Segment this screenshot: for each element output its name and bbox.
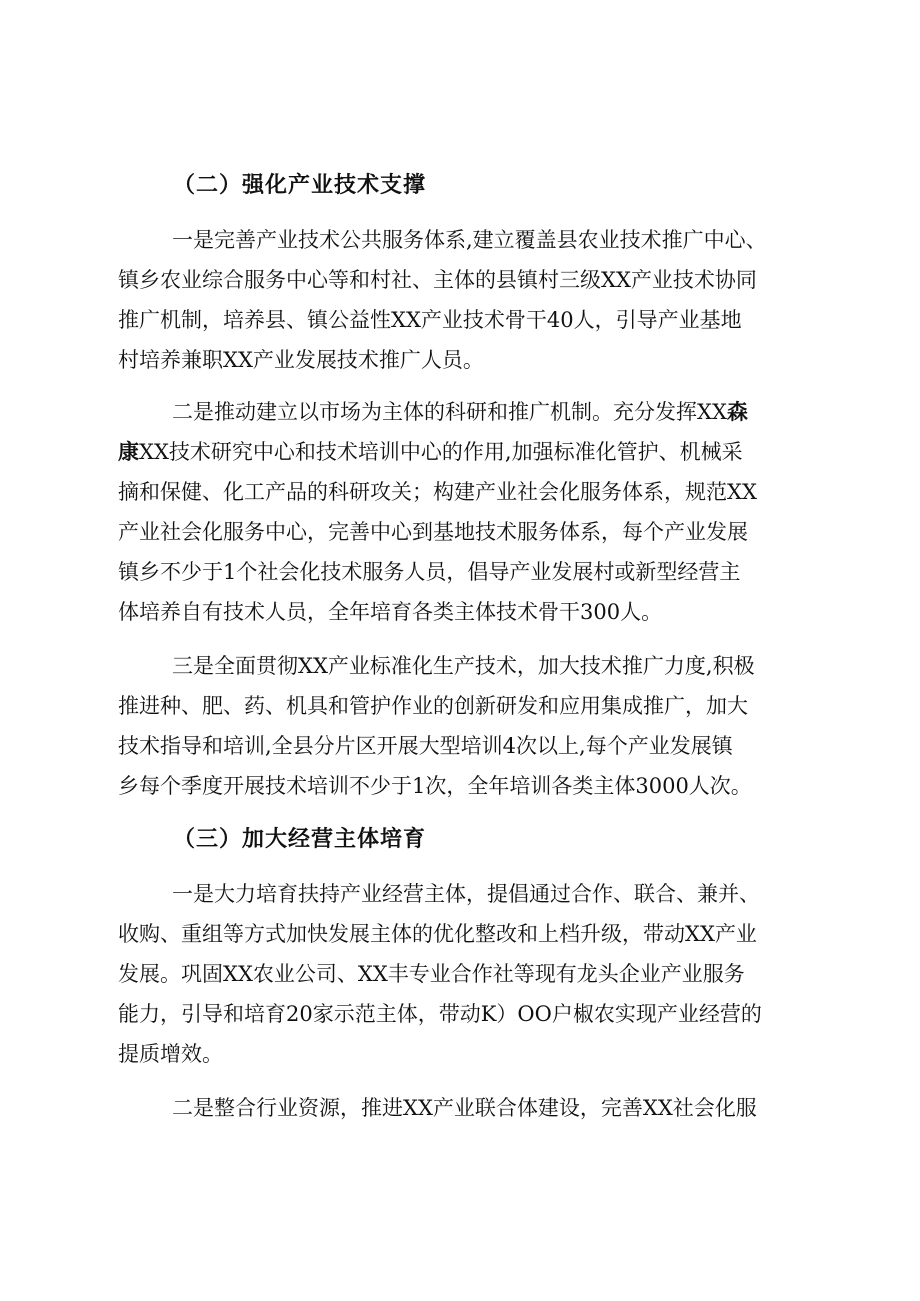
- paragraph-line: 能力，引导和培育20家示范主体，带动K）OO户椒农实现产业经营的: [118, 1002, 762, 1026]
- paragraph-text: XX技术研究中心和技术培训中心的作用,加强标准化管护、机械采: [139, 440, 743, 464]
- paragraph-line: 三是全面贯彻XX产业标准化生产技术，加大技术推广力度,积极: [172, 654, 755, 678]
- paragraph-line: [118, 438, 743, 466]
- paragraph-line: 乡每个季度开展技术培训不少于1次，全年培训各类主体3000人次。: [118, 774, 752, 798]
- paragraph-line: 镇乡不少于1个社会化技术服务人员，倡导产业发展村或新型经营主: [118, 560, 741, 584]
- paragraph-line: 发展。巩固XX农业公司、XX丰专业合作社等现有龙头企业产业服务: [118, 962, 745, 986]
- emphasis-text: 森: [726, 399, 748, 424]
- paragraph-line: 推进种、肥、药、机具和管护作业的创新研发和应用集成推广，加大: [118, 694, 748, 718]
- paragraph-line: 体培养自有技术人员，全年培育各类主体技术骨干300人。: [118, 600, 663, 624]
- paragraph-line: 技术指导和培训,全县分片区开展大型培训4次以上,每个产业发展镇: [118, 734, 733, 758]
- paragraph-line: 收购、重组等方式加快发展主体的优化整改和上档升级，带动XX产业: [118, 922, 757, 946]
- section-heading: （二）强化产业技术支撑: [173, 173, 427, 198]
- paragraph-line: 村培养兼职XX产业发展技术推广人员。: [118, 348, 484, 372]
- paragraph-line: 推广机制，培养县、镇公益性XX产业技术骨干40人，引导产业基地: [118, 308, 742, 332]
- paragraph-line: 摘和保健、化工产品的科研攻关；构建产业社会化服务体系，规范XX: [118, 480, 757, 504]
- paragraph-line: 二是整合行业资源，推进XX产业联合体建设，完善XX社会化服: [172, 1096, 757, 1120]
- emphasis-text: 康: [118, 439, 139, 464]
- paragraph-line: 提质增效。: [118, 1042, 223, 1066]
- paragraph-text: 二是推动建立以市场为主体的科研和推广机制。充分发挥XX: [172, 400, 727, 424]
- paragraph-line: 一是大力培育扶持产业经营主体，提倡通过合作、联合、兼并、: [172, 882, 760, 906]
- section-heading: （三）加大经营主体培育: [173, 827, 427, 852]
- paragraph-line: 镇乡农业综合服务中心等和村社、主体的县镇村三级XX产业技术协同: [118, 268, 757, 292]
- paragraph-line: 一是完善产业技术公共服务体系,建立覆盖县农业技术推广中心、: [172, 228, 767, 252]
- paragraph-line: 产业社会化服务中心，完善中心到基地技术服务体系，每个产业发展: [118, 520, 748, 544]
- paragraph-line: [172, 398, 748, 426]
